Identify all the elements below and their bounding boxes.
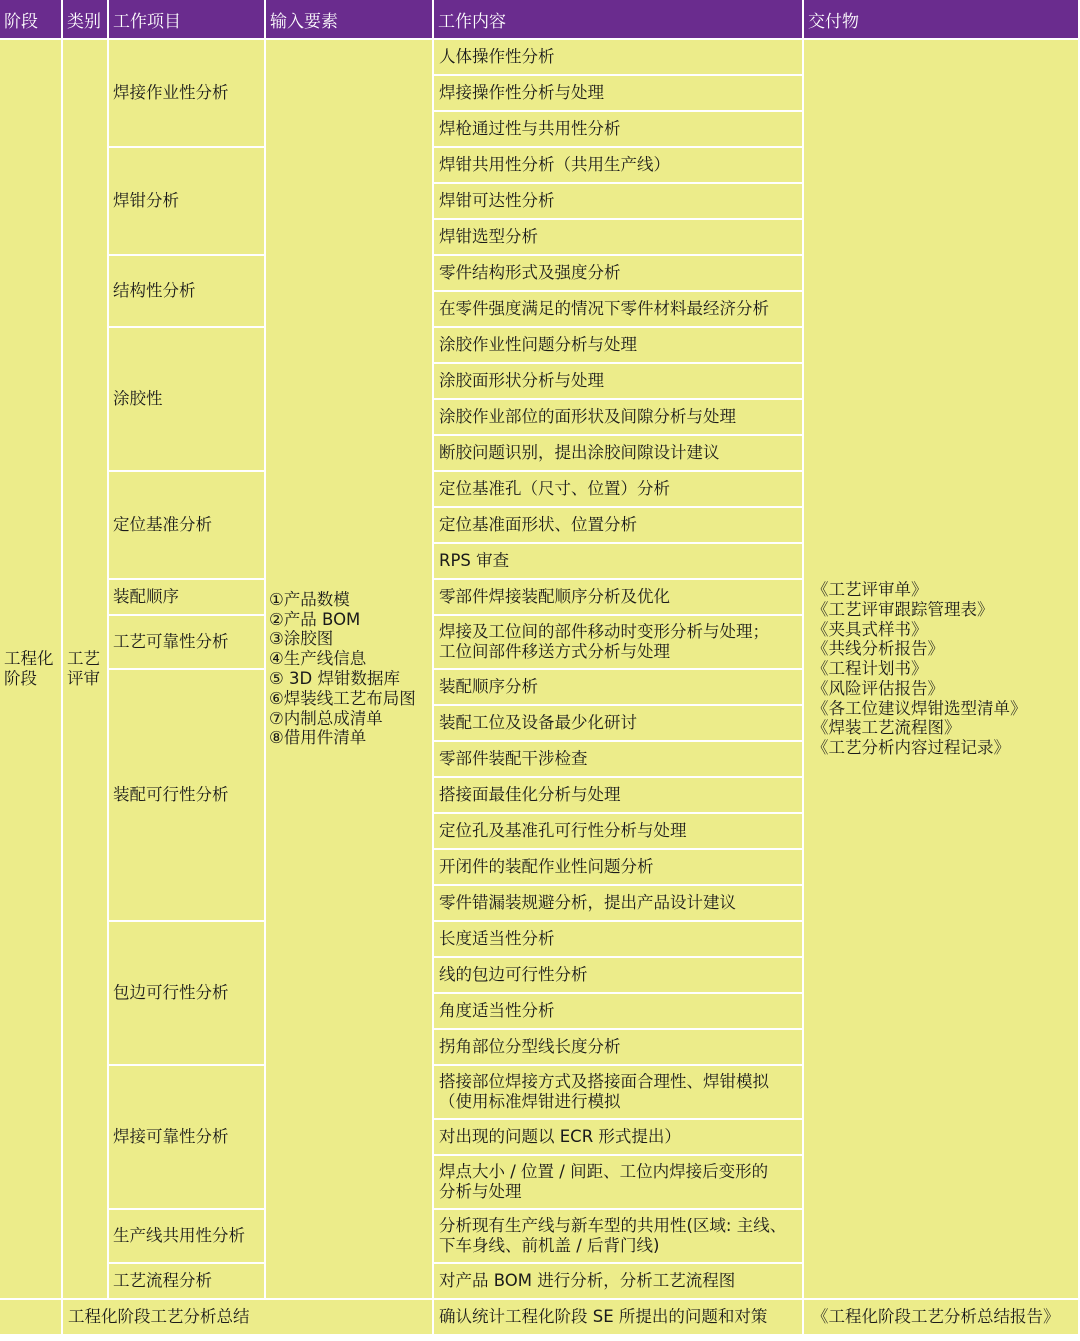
work-item-cell: 生产线共用性分析	[109, 1210, 266, 1264]
deliverable-item: 《焊装工艺流程图》	[812, 718, 961, 738]
summary-deliverable: 《工程化阶段工艺分析总结报告》	[804, 1300, 1080, 1336]
header-deliverables: 交付物	[804, 0, 1080, 40]
work-item-cell: 工艺流程分析	[109, 1264, 266, 1300]
deliverable-item: 《风险评估报告》	[812, 678, 944, 698]
work-content-cell: 对产品 BOM 进行分析，分析工艺流程图	[434, 1264, 804, 1300]
work-content-cell: 焊接及工位间的部件移动时变形分析与处理； 工位间部件移送方式分析与处理	[434, 616, 804, 670]
work-content-cell: 搭接面最佳化分析与处理	[434, 778, 804, 814]
work-content-cell: 焊钳可达性分析	[434, 184, 804, 220]
work-item-cell: 涂胶性	[109, 328, 266, 472]
work-content-cell: 定位孔及基准孔可行性分析与处理	[434, 814, 804, 850]
work-content-cell: 长度适当性分析	[434, 922, 804, 958]
deliverable-item: 《工艺评审跟踪管理表》	[812, 599, 994, 619]
input-item: ①产品数模	[269, 589, 350, 609]
deliverable-item: 《工艺分析内容过程记录》	[812, 738, 1010, 758]
work-content-cell: 焊钳选型分析	[434, 220, 804, 256]
work-content-cell: 人体操作性分析	[434, 40, 804, 76]
work-item-cell: 定位基准分析	[109, 472, 266, 580]
header-inputs: 输入要素	[266, 0, 434, 40]
work-content-cell: 装配工位及设备最少化研讨	[434, 706, 804, 742]
stage-cell: 工程化 阶段	[0, 40, 63, 1300]
deliverable-item: 《工艺评审单》	[812, 579, 928, 599]
work-content-cell: 涂胶作业部位的面形状及间隙分析与处理	[434, 400, 804, 436]
work-content-cell: 搭接部位焊接方式及搭接面合理性、焊钳模拟 （使用标准焊钳进行模拟	[434, 1066, 804, 1120]
input-item: ⑤ 3D 焊钳数据库	[269, 669, 400, 688]
work-item-cell: 工艺可靠性分析	[109, 616, 266, 670]
header-stage: 阶段	[0, 0, 63, 40]
summary-label: 工程化阶段工艺分析总结	[63, 1300, 434, 1336]
work-content-cell: 零部件焊接装配顺序分析及优化	[434, 580, 804, 616]
work-content-cell: 线的包边可行性分析	[434, 958, 804, 994]
work-content-cell: RPS 审查	[434, 544, 804, 580]
input-item: ②产品 BOM	[269, 609, 361, 629]
work-content-cell: 涂胶面形状分析与处理	[434, 364, 804, 400]
work-content-cell: 在零件强度满足的情况下零件材料最经济分析	[434, 292, 804, 328]
deliverable-item: 《共线分析报告》	[812, 639, 944, 659]
work-content-cell: 分析现有生产线与新车型的共用性(区域: 主线、 下车身线、前机盖 / 后背门线)	[434, 1210, 804, 1264]
work-item-cell: 装配顺序	[109, 580, 266, 616]
work-item-cell: 焊钳分析	[109, 148, 266, 256]
work-content-cell: 焊接操作性分析与处理	[434, 76, 804, 112]
work-content-cell: 零件结构形式及强度分析	[434, 256, 804, 292]
work-content-cell: 定位基准孔（尺寸、位置）分析	[434, 472, 804, 508]
input-item: ⑥焊装线工艺布局图	[269, 688, 416, 708]
header-category: 类别	[63, 0, 109, 40]
work-content-cell: 装配顺序分析	[434, 670, 804, 706]
input-item: ⑦内制总成清单	[269, 708, 383, 728]
summary-stage-blank	[0, 1300, 63, 1336]
work-content-cell: 焊点大小 / 位置 / 间距、工位内焊接后变形的 分析与处理	[434, 1156, 804, 1210]
work-content-cell: 零部件装配干涉检查	[434, 742, 804, 778]
summary-row	[0, 1300, 1080, 1336]
header-row	[0, 0, 1080, 40]
input-item: ③涂胶图	[269, 629, 334, 649]
input-item: ⑧借用件清单	[269, 728, 367, 748]
work-content-cell: 焊钳共用性分析（共用生产线）	[434, 148, 804, 184]
work-content-cell: 角度适当性分析	[434, 994, 804, 1030]
deliverable-item: 《各工位建议焊钳选型清单》	[812, 698, 1027, 718]
table-row	[0, 40, 1080, 76]
deliverables-cell	[804, 40, 1080, 1300]
work-item-cell: 焊接作业性分析	[109, 40, 266, 148]
category-cell: 工艺 评审	[63, 40, 109, 1300]
work-content-cell: 对出现的问题以 ECR 形式提出）	[434, 1120, 804, 1156]
work-content-cell: 零件错漏装规避分析，提出产品设计建议	[434, 886, 804, 922]
work-item-cell: 焊接可靠性分析	[109, 1066, 266, 1210]
deliverable-item: 《夹具式样书》	[812, 619, 928, 639]
work-content-cell: 焊枪通过性与共用性分析	[434, 112, 804, 148]
work-item-cell: 装配可行性分析	[109, 670, 266, 922]
work-item-cell: 结构性分析	[109, 256, 266, 328]
work-item-cell: 包边可行性分析	[109, 922, 266, 1066]
work-content-cell: 开闭件的装配作业性问题分析	[434, 850, 804, 886]
input-item: ④生产线信息	[269, 649, 367, 669]
work-content-cell: 拐角部位分型线长度分析	[434, 1030, 804, 1066]
work-content-cell: 涂胶作业性问题分析与处理	[434, 328, 804, 364]
header-work-content: 工作内容	[434, 0, 804, 40]
inputs-cell	[266, 40, 434, 1300]
header-work-item: 工作项目	[109, 0, 266, 40]
work-content-cell: 断胶问题识别，提出涂胶间隙设计建议	[434, 436, 804, 472]
deliverable-item: 《工程计划书》	[812, 659, 928, 679]
work-content-cell: 定位基准面形状、位置分析	[434, 508, 804, 544]
summary-content: 确认统计工程化阶段 SE 所提出的问题和对策	[434, 1300, 804, 1336]
